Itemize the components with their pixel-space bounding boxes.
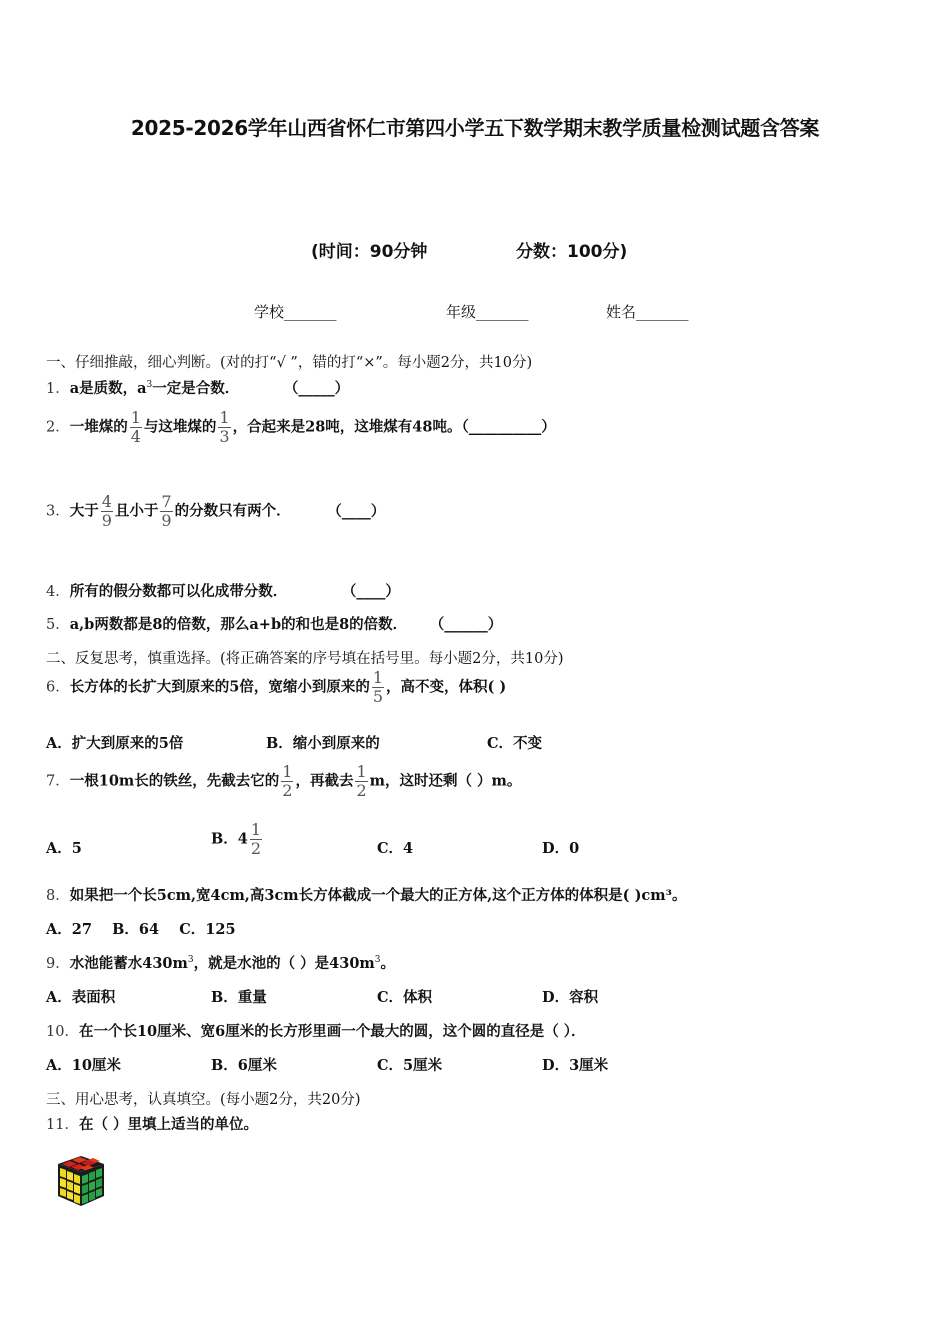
q7-option-d[interactable]: D．0 [542,840,580,857]
question-1: 1．a是质数，$a^3$一定是合数． （_____） [46,380,350,397]
time-limit: (时间：90分钟 [311,242,428,262]
question-7: 7．一根10m长的铁丝，先截去它的 $\frac{1}{2}$ ，再截去 $\frac{1}{2}$ m，这时还剩（ ）m。 [46,762,522,800]
q6-option-c[interactable]: C．不变 [487,735,543,752]
question-10: 10．在一个长10厘米、宽6厘米的长方形里画一个最大的圆，这个圆的直径是（ ）． [46,1023,586,1040]
school-field: 学校_______ [254,303,337,321]
rubiks-cube-icon [52,1152,110,1210]
q9-option-b[interactable]: B．重量 [211,989,267,1006]
answer-blank: （______） [429,616,503,633]
fraction-1-2: $\frac{1}{2}$ [356,762,367,800]
fraction-1-2: $\frac{1}{2}$ [282,762,293,800]
q9-option-a[interactable]: A．表面积 [46,989,116,1006]
question-3: 3．大于 $\frac{4}{9}$ 且小于 $\frac{7}{9}$ 的分数只有两个． （____） [46,492,386,530]
q7-option-b[interactable]: B．4 $\frac{1}{2}$ [211,820,262,858]
q8-options[interactable]: A．27 B．64 C．125 [46,921,236,938]
answer-blank: （____） [341,583,400,600]
question-8: 8．如果把一个长5cm,宽4cm,高3cm长方体截成一个最大的正方体,这个正方体的体积是( )cm³。 [46,887,687,904]
name-field: 姓名_______ [606,303,689,321]
grade-field: 年级_______ [446,303,529,321]
section-1-heading: 一、仔细推敲，细心判断。(对的打“√ ”，错的打“×”。每小题2分，共10分) [46,355,533,371]
total-score: 分数：100分) [516,242,628,262]
question-5: 5．a,b两数都是8的倍数，那么a+b的和也是8的倍数． （______） [46,616,503,633]
q9-option-c[interactable]: C．体积 [377,989,433,1006]
q10-option-d[interactable]: D．3厘米 [542,1057,609,1074]
q9-option-d[interactable]: D．容积 [542,989,599,1006]
page-title: 2025-2026学年山西省怀仁市第四小学五下数学期末教学质量检测试题含答案 [130,116,820,140]
fraction-1-3: $\frac{1}{3}$ [219,408,230,446]
q10-option-a[interactable]: A．10厘米 [46,1057,121,1074]
fraction-1-5: $\frac{1}{5}$ [372,668,384,706]
question-11: 11．在（ ）里填上适当的单位。 [46,1116,259,1133]
question-2: 2．一堆煤的 $\frac{1}{4}$ 与这堆煤的 $\frac{1}{3}$ ，合起来是28吨，这堆煤有48吨。（__________） [46,408,556,446]
fraction-7-9: $\frac{7}{9}$ [161,492,172,530]
section-3-heading: 三、用心思考，认真填空。(每小题2分，共20分) [46,1092,361,1108]
q6-option-b[interactable]: B．缩小到原来的 [266,735,380,752]
question-9: 9．水池能蓄水$430m^3$，就是水池的（ ）是$430m^3$。 [46,955,395,972]
answer-blank: （_____） [283,380,350,397]
q7-option-c[interactable]: C．4 [377,840,414,857]
answer-blank: （____） [327,502,386,520]
q7-option-a[interactable]: A．5 [46,840,82,857]
q6-option-a[interactable]: A．扩大到原来的5倍 [46,735,184,752]
answer-blank: （__________） [461,418,556,436]
fraction-1-4: $\frac{1}{4}$ [130,408,141,446]
question-6: 6．长方体的长扩大到原来的5倍，宽缩小到原来的 $\frac{1}{5}$ ，高不变，体积( ) [46,668,507,706]
question-4: 4．所有的假分数都可以化成带分数． （____） [46,583,400,600]
section-2-heading: 二、反复思考，慎重选择。(将正确答案的序号填在括号里。每小题2分，共10分) [46,651,564,667]
q10-option-b[interactable]: B．6厘米 [211,1057,277,1074]
q10-option-c[interactable]: C．5厘米 [377,1057,443,1074]
fraction-4-9: $\frac{4}{9}$ [101,492,112,530]
question-number: 1． [46,381,70,397]
fraction-1-2: $\frac{1}{2}$ [250,820,262,858]
